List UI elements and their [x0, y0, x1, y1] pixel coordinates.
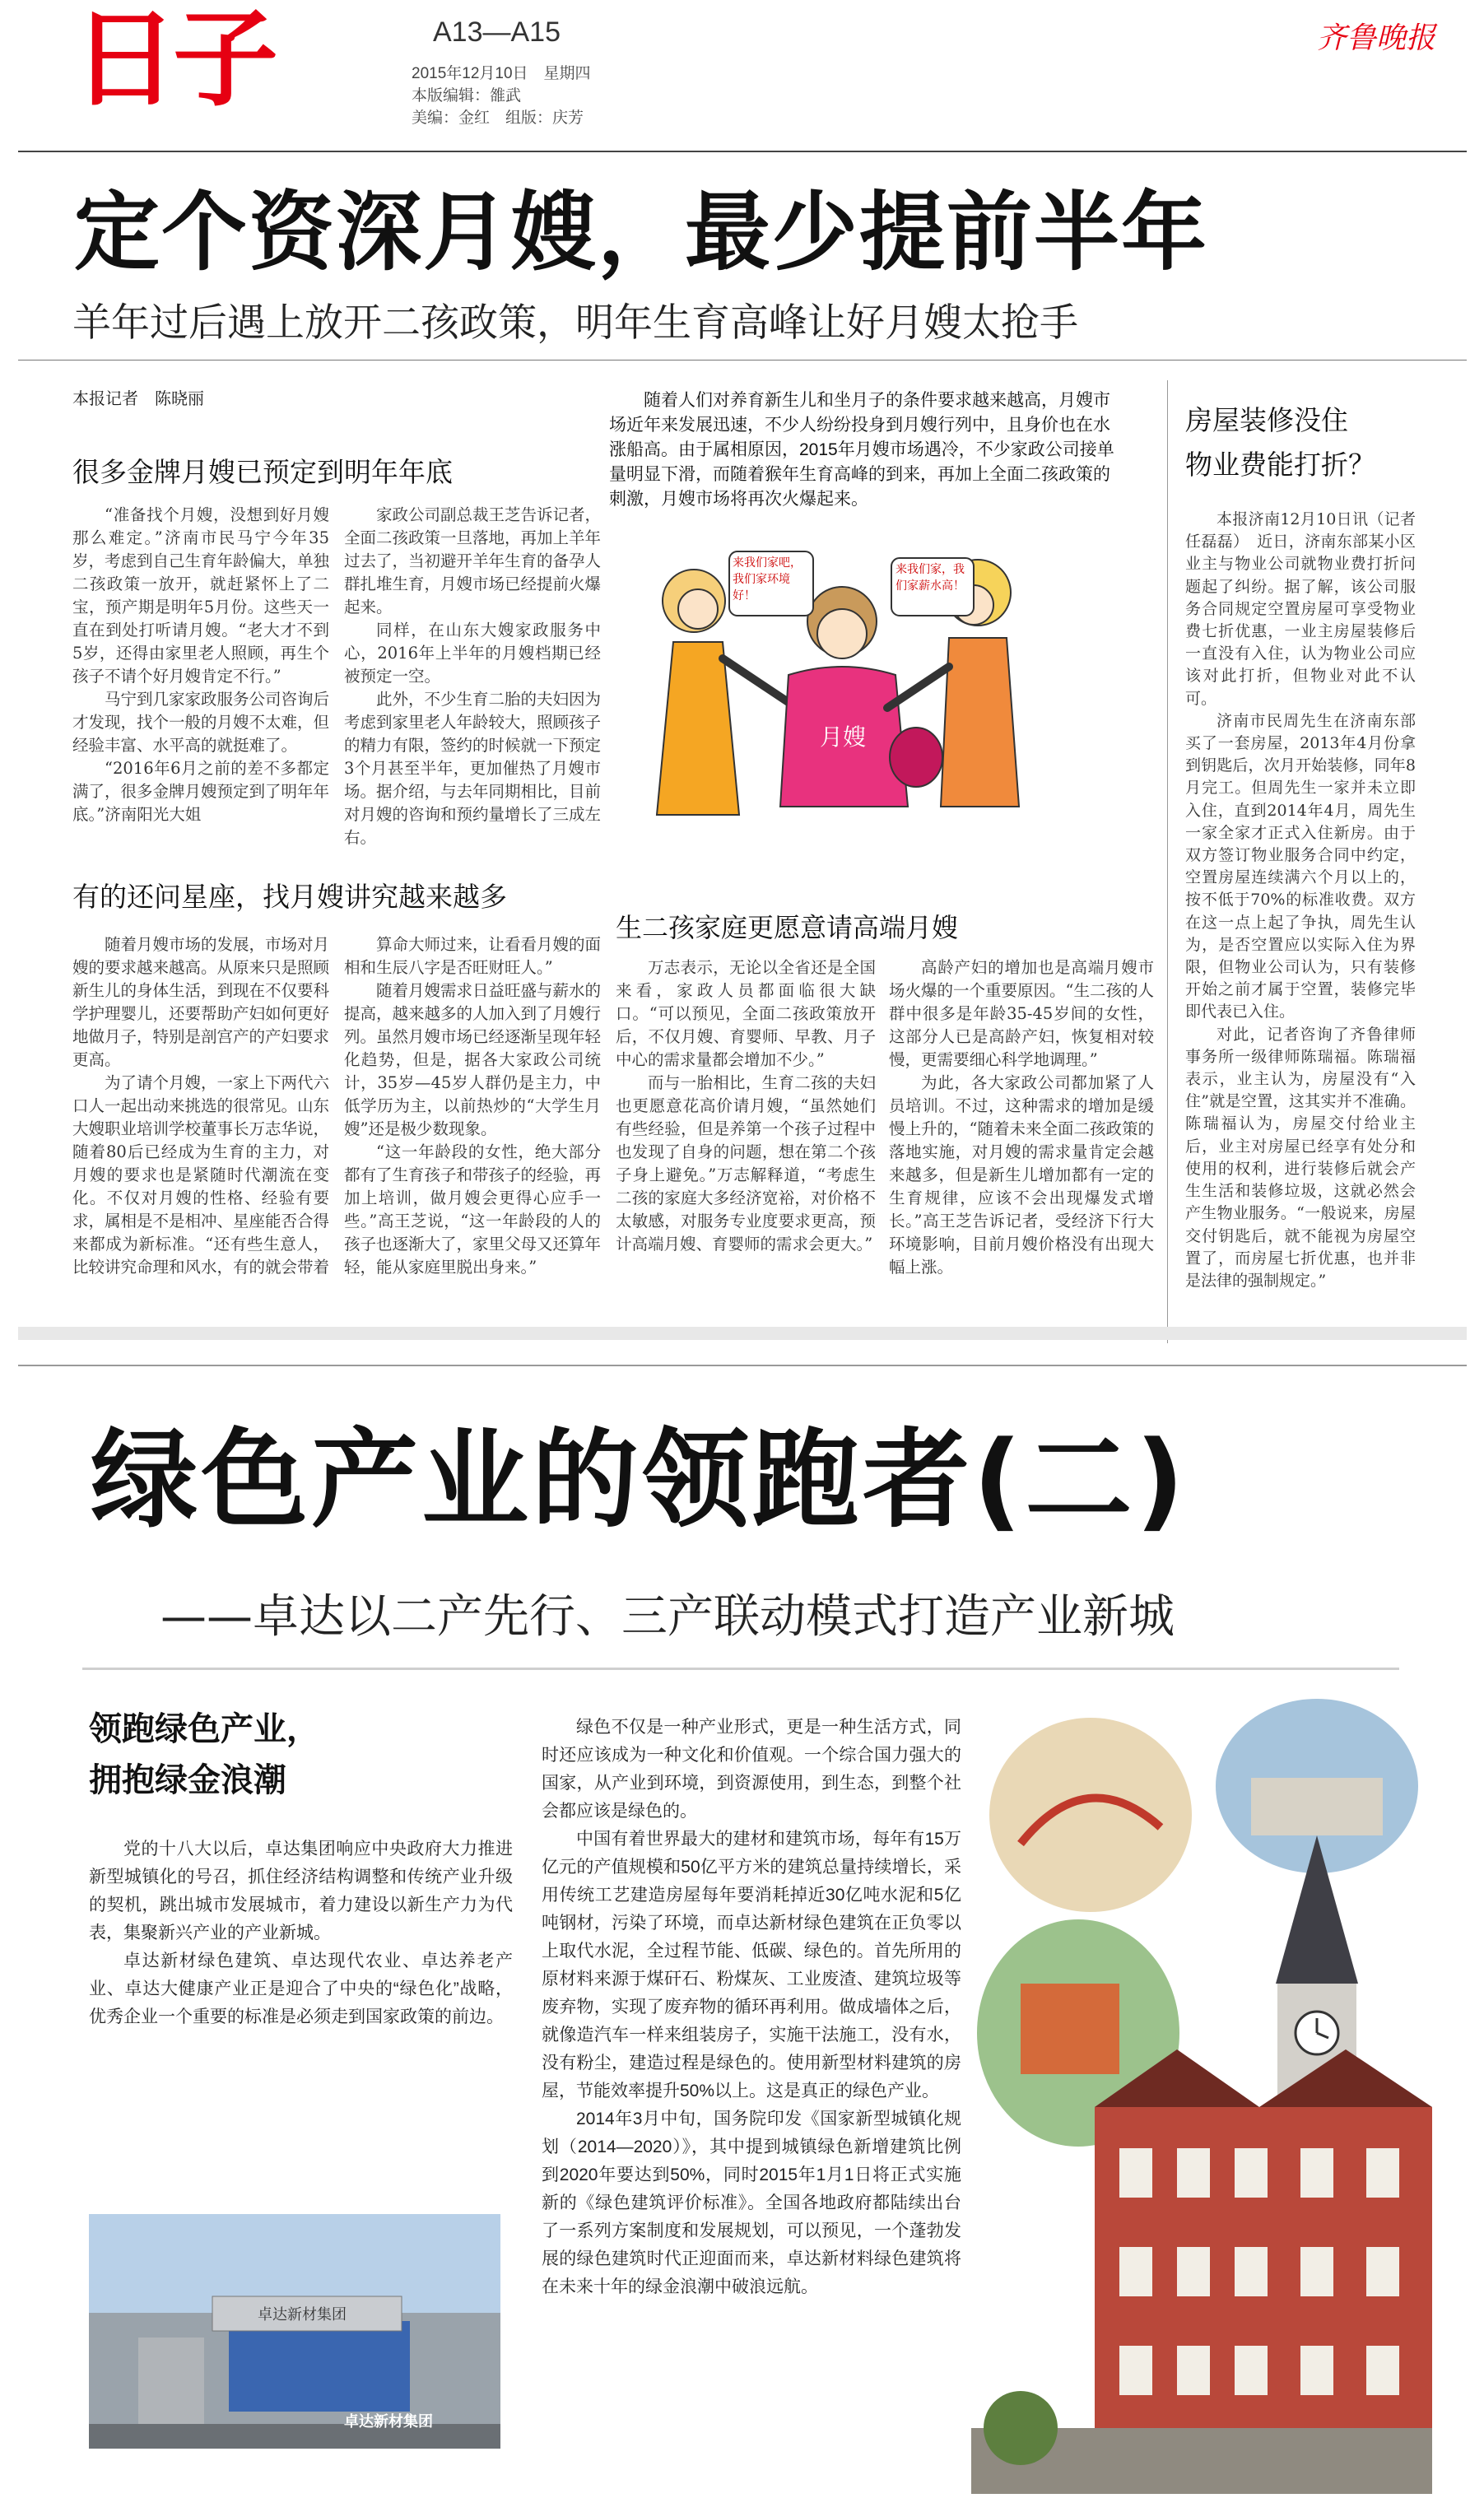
sidebar-title-line1: 房屋装修没住	[1185, 404, 1348, 436]
paragraph: 对此，记者咨询了齐鲁律师事务所一级律师陈瑞福。陈瑞福表示，业主认为，房屋没有“入住”就是空置，这其实并不准确。陈瑞福认为，房屋交付给业主后，业主对房屋已经享有处分和使用的权利，进行装修后就会产生生活和装修垃圾，这就必然会产生物业服务。“一般说来，房屋交付钥匙后，就不能视为房屋空置了，而房屋七折优惠，也并非是法律的强制规定。”	[1185, 1025, 1416, 1290]
right-woman-dress	[941, 638, 1019, 807]
speech-bubble-right-text: 来我们家，我们家薪水高！	[896, 563, 965, 593]
nurse-face	[817, 609, 867, 658]
paragraph: 算命大师过来，让看看月嫂的面相和生辰八字是否旺财旺人。”	[344, 935, 602, 977]
paragraph: 随着月嫂市场的发展，市场对月嫂的要求越来越高。从原来只是照顾新生儿的身体生活，到现在不仅要科学护理婴儿，还要帮助产妇如何更好地做月子，特别是剖宫产的产妇要求更高。	[72, 935, 330, 1069]
office-building	[229, 2321, 410, 2412]
paragraph: “2016年6月之前的差不多都定满了，很多金牌月嫂预定到了明年年底。”济南阳光大姐	[72, 759, 330, 824]
gate-pillar	[138, 2338, 204, 2436]
issue-date: 2015年12月10日 星期四	[412, 65, 591, 82]
paragraph: “准备找个月嫂，没想到好月嫂那么难定。”济南市民马宁今年35岁，考虑到自己生育年龄偏大，单独二孩政策一放开，就赶紧怀上了二宝，预产期是明年5月份。这些天一直在到处打听请月嫂。“老大才不到5岁，还得由家里老人照顾，再生个孩子不请个好月嫂肯定不行。”	[72, 505, 330, 686]
lead-paragraph: 随着人们对养育新生儿和坐月子的条件要求越来越高，月嫂市场近年来发展迅速，不少人纷纷投身到月嫂行列中，且身价也在水涨船高。由于属相原因，2015年月嫂市场遇冷，不少家政公司接单量明显下滑，而随着猴年生育高峰的到来，再加上全面二孩政策的刺激，月嫂市场将再次火爆起来。	[609, 391, 1114, 509]
section2-col1	[72, 933, 329, 1328]
section2-col2	[344, 933, 601, 1328]
paragraph: 而与一胎相比，生育二孩的夫妇也更愿意花高价请月嫂，“虽然她们有些经验，但是养第一个孩子过程中也发现了自身的问题，想在第二个孩子身上避免。”万志解释道，“考虑生二孩的家庭大多经济宽裕，对价格不太敏感，对服务专业度要求更高，预计高端月嫂、育婴师的需求会更大。”	[616, 1073, 876, 1254]
left-woman-dress	[657, 642, 739, 815]
paragraph: 济南市民周先生在济南东部买了一套房屋，2013年4月份拿到钥匙后，次月开始装修，同年8月完工。但周先生一家并未立即入住，直到2014年4月，周先生一家全家才正式入住新房。由于双方签订物业服务合同中约定，空置房屋连续满六个月以上的，按不低于70%的标准收费。双方在这一点上起了争执，周先生认为，是否空置应以实际入住为界限，但物业公司认为，只有装修开始之前才属于空置，装修完毕即代表已入住。	[1185, 711, 1416, 1021]
byline: 本报记者 陈晓丽	[72, 390, 204, 408]
paragraph: 为此，各大家政公司都加紧了人员培训。不过，这种需求的增加是缓慢上升的，“随着未来全面二孩政策的落地实施，对月嫂的需求量肯定会越来越多，但是新生儿增加都有一定的生育规律，应该不会出现爆发式增长。”高王芝告诉记者，受经济下行大环境影响，目前月嫂价格没有出现大幅上涨。	[889, 1073, 1154, 1277]
residential-photo-collage	[971, 1687, 1432, 2494]
speech-bubble-left-text-wrap	[733, 555, 810, 614]
section-logo: 日子	[72, 0, 274, 121]
article2-subheadline: ——卓达以二产先行、三产联动模式打造产业新城	[160, 1590, 1175, 1644]
park-building	[1021, 1984, 1119, 2074]
sidebar-title-line2: 物业费能打折？	[1185, 449, 1375, 481]
article1-bottom-band	[18, 1327, 1467, 1340]
sidebar-body	[1185, 509, 1432, 1340]
maternity-nurse-illustration	[624, 543, 1052, 848]
article2-section-title-line1: 领跑绿色产业，	[89, 1710, 319, 1748]
paragraph: 党的十八大以后，卓达集团响应中央政府大力推进新型城镇化的号召，抓住经济结构调整和传统产业升级的契机，跳出城市发展城市，着力建设以新生产力为代表，集聚新兴产业的产业新城。	[89, 1840, 513, 1942]
paragraph: 马宁到几家家政服务公司咨询后才发现，找个一般的月嫂不太难，但经验丰富、水平高的就挺难了。	[72, 690, 330, 755]
street-tree	[984, 2391, 1058, 2465]
estate-building	[1251, 1778, 1383, 1835]
paragraph: 随着月嫂需求日益旺盛与薪水的提高，越来越多的人加入到了月嫂行列。虽然月嫂市场已经逐渐呈现年轻化趋势，但是，据各大家政公司统计，35岁—45岁人群仍是主力，中低学历为主，以前热炒的“大学生月嫂”还是极少数现象。	[344, 981, 602, 1138]
sidebar-divider	[1167, 380, 1168, 1343]
article2-rule	[82, 1668, 1399, 1670]
section3-col2	[889, 956, 1154, 1343]
headline-rule	[18, 360, 1467, 361]
left-woman-arm	[723, 658, 797, 708]
section1-col1	[72, 504, 329, 849]
handbag	[890, 728, 942, 787]
paragraph: 绿色不仅是一种产业形式，更是一种生活方式，同时还应该成为一种文化和价值观。一个综合国力强大的国家，从产业到环境，到资源使用，到生态，到整个社会都应该是绿色的。	[542, 1718, 961, 1821]
issue-meta	[412, 63, 591, 129]
article2-headline: 绿色产业的领跑者(二)	[91, 1417, 1188, 1542]
paragraph: 本报济南12月10日讯（记者 任磊磊） 近日，济南东部某小区业主与物业公司就物业费打折问题起了纠纷。据了解，该公司服务合同规定空置房屋可享受物业费七折优惠，一业主房屋装修后一直没有入住，认为物业公司应该对此打折，但物业对此不认可。	[1185, 510, 1432, 708]
paragraph: 卓达新材绿色建筑、卓达现代农业、卓达养老产业、卓达大健康产业正是迎合了中央的“绿色化”战略，优秀企业一个重要的标准是必须走到国家政策的前边。	[89, 1951, 513, 2026]
paragraph: 万志表示，无论以全省还是全国来看，家政人员都面临很大缺口。“可以预见，全面二孩政策放开后，不仅月嫂、育婴师、早教、月子中心的需求量都会增加不少。”	[616, 958, 876, 1069]
company-gate-photo	[89, 2214, 500, 2449]
speech-bubble-right-text-wrap	[896, 561, 971, 614]
article1-lead	[609, 388, 1119, 528]
article2-col2	[542, 1714, 961, 2454]
article2-section-title-line2: 拥抱绿金浪潮	[89, 1761, 286, 1799]
article1-headline: 定个资深月嫂，最少提前半年	[74, 182, 1209, 282]
paragraph: 同样，在山东大嫂家政服务中心，2016年上半年的月嫂档期已经被预定一空。	[344, 621, 601, 686]
paragraph: 为了请个月嫂，一家上下两代六口人一起出动来挑选的很常见。山东大嫂职业培训学校董事长万志华说，随着80后已经成为生育的主力，对月嫂的要求也是紧随时代潮流在变化。不仅对月嫂的性格、经验有要求，属相是不是相冲、星座能否合得来都成为新标准。“还有些生意人，比较讲究命理和风水，有的就会带着	[72, 1073, 330, 1277]
section3-col1	[616, 956, 876, 1343]
section2-title: 有的还问星座，找月嫂讲究越来越多	[72, 881, 507, 913]
sidebar-title	[1185, 398, 1375, 487]
paragraph: 此外，不少生育二胎的夫妇因为考虑到家里老人年龄较大，照顾孩子的精力有限，签约的时候就一下预定3个月甚至半年，更加催热了月嫂市场。据介绍，与去年同期相比，目前对月嫂的咨询和预约量增长了三成左右。	[344, 690, 602, 847]
page-range: A13—A15	[433, 16, 561, 48]
design-credit: 美编：金红 组版：庆芳	[412, 109, 584, 127]
paragraph: 家政公司副总裁王芝告诉记者，全面二孩政策一旦落地，再加上羊年过去了，当初避开羊年生育的备孕人群扎堆生育，月嫂市场已经提前火爆起来。	[344, 505, 602, 616]
header-rule	[18, 151, 1467, 152]
photo-caption: 卓达新材集团	[344, 2413, 433, 2430]
paragraph: 2014年3月中旬，国务院印发《国家新型城镇化规划（2014—2020）》，其中提到城镇绿色新增建筑比例到2020年要达到50%，同时2015年1月1日将正式实施新的《绿色建筑评价标准》。全国各地政府都陆续出台了一系列方案制度和发展规划，可以预见，一个蓬勃发展的绿色建筑时代正迎面而来，卓达新材料绿色建筑将在未来十年的绿金浪潮中破浪远航。	[542, 2110, 961, 2296]
interior-photo	[988, 1716, 1193, 1914]
nurse-shirt-label: 月嫂	[820, 723, 867, 751]
article2-section-title	[89, 1704, 319, 1806]
road	[89, 2424, 500, 2449]
section1-col2	[344, 504, 601, 849]
left-woman-face	[678, 589, 718, 629]
section3-title: 生二孩家庭更愿意请高端月嫂	[616, 912, 959, 943]
newspaper-brand: 齐鲁晚报	[1317, 21, 1436, 55]
section1-title: 很多金牌月嫂已预定到明年年底	[72, 456, 453, 488]
paragraph: “这一年龄段的女性，绝大部分都有了生育孩子和带孩子的经验，再加上培训，做月嫂会更得心应手一些。”高王芝说，“这一年龄段的人的孩子也逐渐大了，家里父母又还算年轻，能从家庭里脱出身来。”	[344, 1142, 602, 1277]
paragraph: 中国有着世界最大的建材和建筑市场，每年有15万亿元的产值规模和50亿平方米的建筑总量持续增长，采用传统工艺建造房屋每年要消耗掉近30亿吨水泥和5亿吨钢材，污染了环境，而卓达新材绿色建筑在正负零以上取代水泥，全过程节能、低碳、绿色的。首先所用的原材料来源于煤矸石、粉煤灰、工业废渣、建筑垃圾等废弃物，实现了废弃物的循环再利用。做成墙体之后，就像造汽车一样来组装房子，实施干法施工，没有水，没有粉尘，建造过程是绿色的。使用新型材料建筑的房屋，节能效率提升50%以上。这是真正的绿色产业。	[542, 1830, 961, 2100]
article1-subheadline: 羊年过后遇上放开二孩政策，明年生育高峰让好月嫂太抢手	[72, 300, 1078, 346]
speech-bubble-left-text: 来我们家吧，我们家环境好！	[733, 556, 802, 602]
article2-col1	[89, 1835, 513, 2189]
paragraph: 高龄产妇的增加也是高端月嫂市场火爆的一个重要原因。“生二孩的人群中很多是年龄35-45岁间的女性，这部分人已是高龄产妇，恢复相对较慢，更需要细心科学地调理。”	[889, 958, 1154, 1069]
gate-sign: 卓达新材集团	[258, 2306, 347, 2324]
editor-credit: 本版编辑：雒武	[412, 87, 522, 105]
